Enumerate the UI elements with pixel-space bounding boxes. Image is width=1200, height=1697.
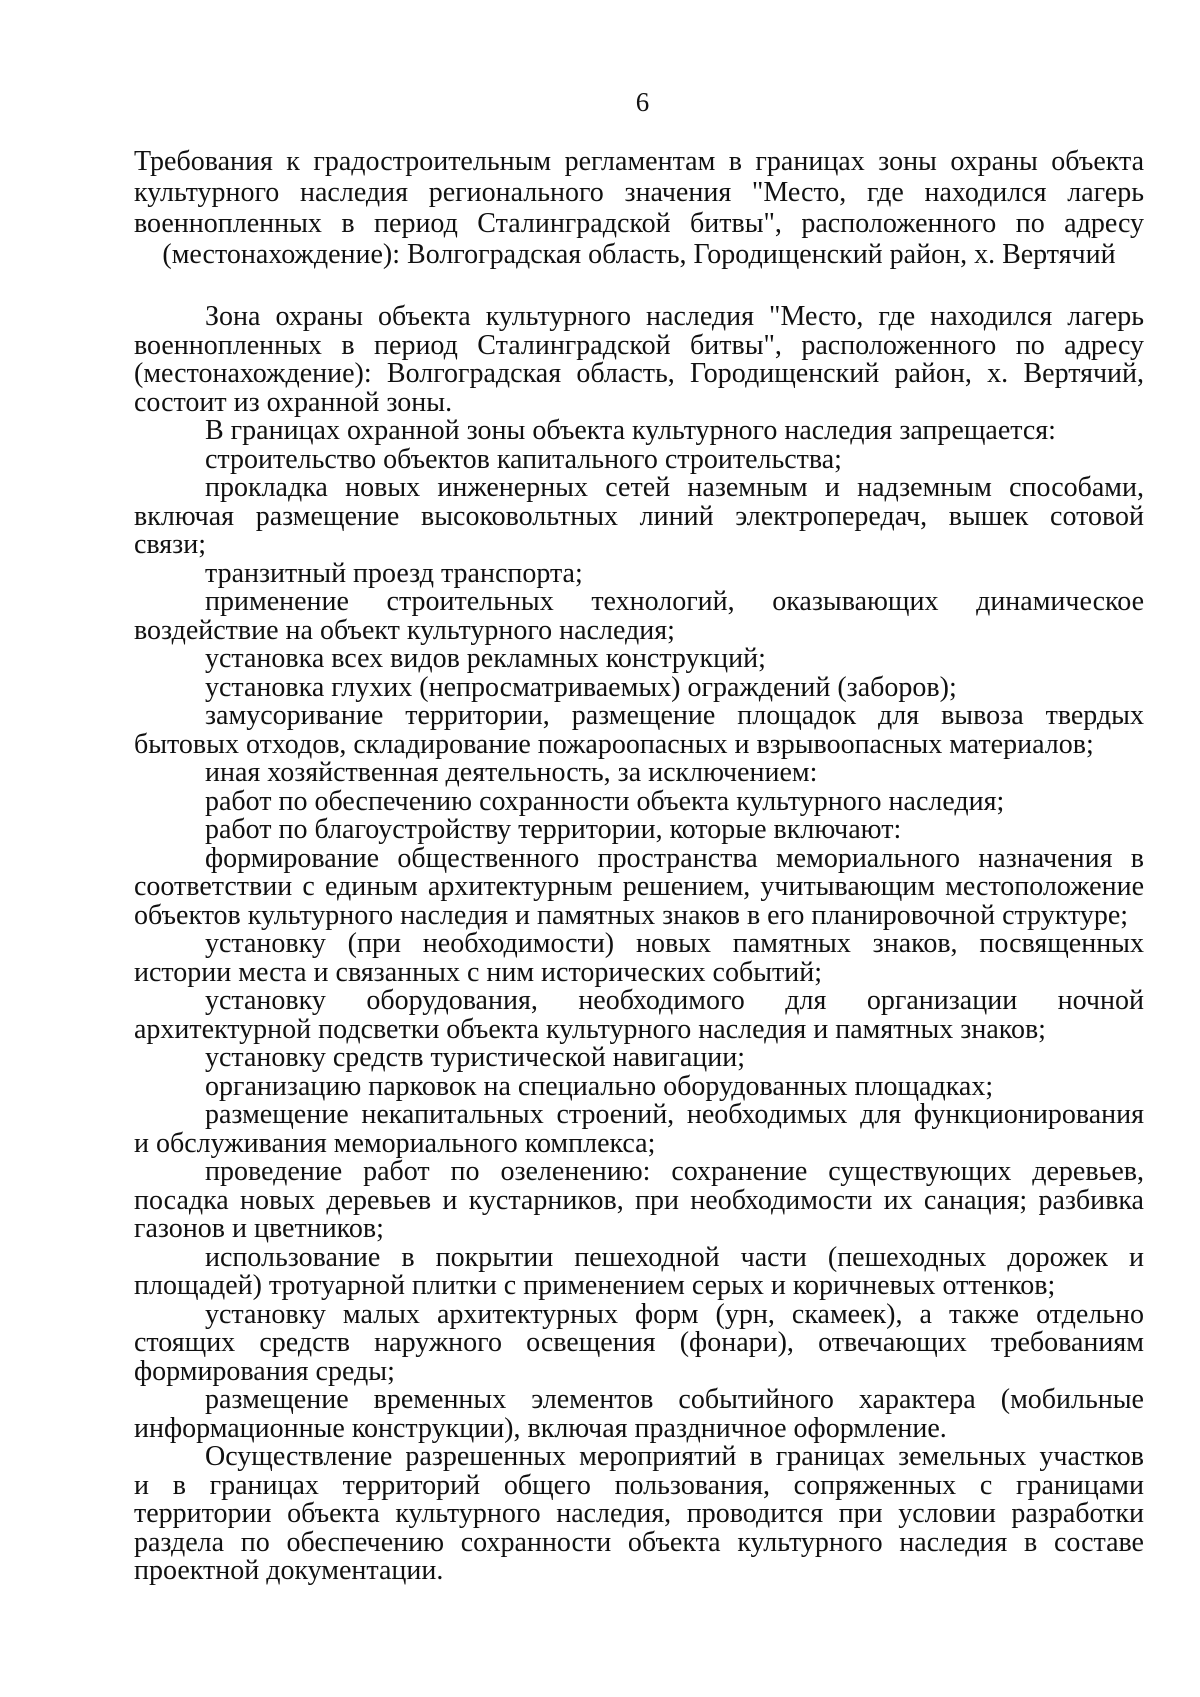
paragraph-line: иная хозяйственная деятельность, за исключением: [205, 757, 818, 788]
page-number: 6 [635, 87, 650, 117]
paragraph [134, 474, 1144, 560]
paragraph-line: включая размещение высоковольтных линий электропередач, вышек сотовой [134, 500, 1144, 532]
paragraph [134, 816, 1144, 845]
paragraph-line: территории объекта культурного наследия, проводится при условии разработки [134, 1498, 1144, 1529]
document-body [134, 303, 1144, 1586]
paragraph [134, 645, 1144, 674]
paragraph-line: установку средств туристической навигации; [205, 1042, 746, 1073]
paragraph-line: воздействие на объект культурного наследия; [134, 614, 675, 646]
paragraph [134, 1158, 1144, 1244]
paragraph-line: установка всех видов рекламных конструкций; [205, 643, 766, 674]
paragraph [134, 303, 1144, 417]
paragraph [134, 417, 1144, 446]
paragraph [134, 785, 1144, 817]
paragraph [134, 1443, 1144, 1586]
paragraph-line: объектов культурного наследия и памятных знаков в его планировочной структуре; [134, 899, 1129, 931]
paragraph-line: работ по обеспечению сохранности объекта культурного наследия; [205, 785, 1005, 817]
paragraph-line: площадей) тротуарной плитки с применением серых и коричневых оттенков; [134, 1270, 1056, 1301]
paragraph [134, 1101, 1144, 1158]
paragraph-line: размещение временных элементов событийного характера (мобильные [205, 1384, 1144, 1415]
paragraph [134, 987, 1144, 1044]
paragraph-line: размещение некапитальных строений, необходимых для функционирования [205, 1099, 1144, 1130]
paragraph [134, 1070, 1144, 1102]
paragraph [134, 443, 1144, 475]
paragraph [134, 842, 1144, 931]
paragraph-line: установку оборудования, необходимого для организации ночной [205, 985, 1144, 1016]
paragraph-line: военнопленных в период Сталинградской битвы", расположенного по адресу [134, 329, 1144, 361]
paragraph-line: информационные конструкции), включая праздничное оформление. [134, 1412, 947, 1444]
paragraph [134, 588, 1144, 645]
paragraph-line: проектной документации. [134, 1555, 444, 1586]
paragraph [134, 1241, 1144, 1301]
paragraph [134, 1386, 1144, 1443]
paragraph-line: стоящих средств наружного освещения (фонари), отвечающих требованиям [134, 1327, 1144, 1358]
heading-line: культурного наследия регионального значения "Место, где находился лагерь [134, 177, 1144, 208]
paragraph-line: установку (при необходимости) новых памятных знаков, посвященных [205, 928, 1144, 959]
heading-line: военнопленных в период Сталинградской битвы", расположенного по адресу [134, 208, 1144, 239]
paragraph-line: замусоривание территории, размещение площадок для вывоза твердых [205, 700, 1144, 731]
paragraph-line: прокладка новых инженерных сетей наземным и надземным способами, [205, 472, 1144, 503]
paragraph-line: организацию парковок на специально оборудованных площадках; [205, 1070, 994, 1102]
paragraph-line: газонов и цветников; [134, 1213, 384, 1244]
paragraph-line: проведение работ по озеленению: сохранение существующих деревьев, [205, 1156, 1144, 1187]
paragraph-line: соответствии с единым архитектурным решением, учитывающим местоположение [134, 871, 1144, 902]
heading-line: (местонахождение): Волгоградская область, Городищенский район, х. Вертячий [162, 239, 1116, 270]
paragraph [134, 930, 1144, 987]
heading-line: Требования к градостроительным регламентам в границах зоны охраны объекта [134, 146, 1144, 177]
paragraph-line: Зона охраны объекта культурного наследия "Место, где находился лагерь [205, 301, 1144, 332]
paragraph-line: установку малых архитектурных форм (урн, скамеек), а также отдельно [205, 1298, 1144, 1330]
paragraph-line: применение строительных технологий, оказывающих динамическое [205, 586, 1144, 617]
paragraph-line: посадка новых деревьев и кустарников, при необходимости их санация; разбивка [134, 1184, 1144, 1216]
paragraph-line: бытовых отходов, складирование пожароопасных и взрывоопасных материалов; [134, 728, 1094, 760]
paragraph-line: транзитный проезд транспорта; [205, 557, 583, 589]
paragraph-line: В границах охранной зоны объекта культурного наследия запрещается: [205, 415, 1056, 446]
paragraph-line: раздела по обеспечению сохранности объекта культурного наследия в составе [134, 1526, 1144, 1558]
paragraph-line: и в границах территорий общего пользования, сопряженных с границами [134, 1469, 1144, 1501]
document-heading [134, 146, 1144, 270]
paragraph [134, 1044, 1144, 1073]
paragraph-line: архитектурной подсветки объекта культурного наследия и памятных знаков; [134, 1013, 1046, 1045]
paragraph-line: строительство объектов капитального строительства; [205, 443, 842, 475]
paragraph-line: установка глухих (непросматриваемых) ограждений (заборов); [205, 671, 957, 703]
paragraph [134, 1298, 1144, 1387]
paragraph-line: формирования среды; [134, 1355, 395, 1387]
paragraph [134, 671, 1144, 703]
paragraph [134, 557, 1144, 589]
paragraph-line: формирование общественного пространства мемориального назначения в [205, 842, 1144, 874]
paragraph-line: и обслуживания мемориального комплекса; [134, 1127, 656, 1159]
paragraph-line: связи; [134, 529, 206, 560]
paragraph [134, 759, 1144, 788]
paragraph-line: истории места и связанных с ним исторических событий; [134, 956, 823, 988]
paragraph-line: (местонахождение): Волгоградская область, Городищенский район, х. Вертячий, [134, 358, 1144, 389]
paragraph [134, 702, 1144, 759]
paragraph-line: состоит из охранной зоны. [134, 386, 453, 418]
paragraph-line: Осуществление разрешенных мероприятий в границах земельных участков [205, 1441, 1144, 1472]
paragraph-line: использование в покрытии пешеходной части (пешеходных дорожек и [205, 1241, 1144, 1273]
paragraph-line: работ по благоустройству территории, которые включают: [205, 814, 902, 845]
